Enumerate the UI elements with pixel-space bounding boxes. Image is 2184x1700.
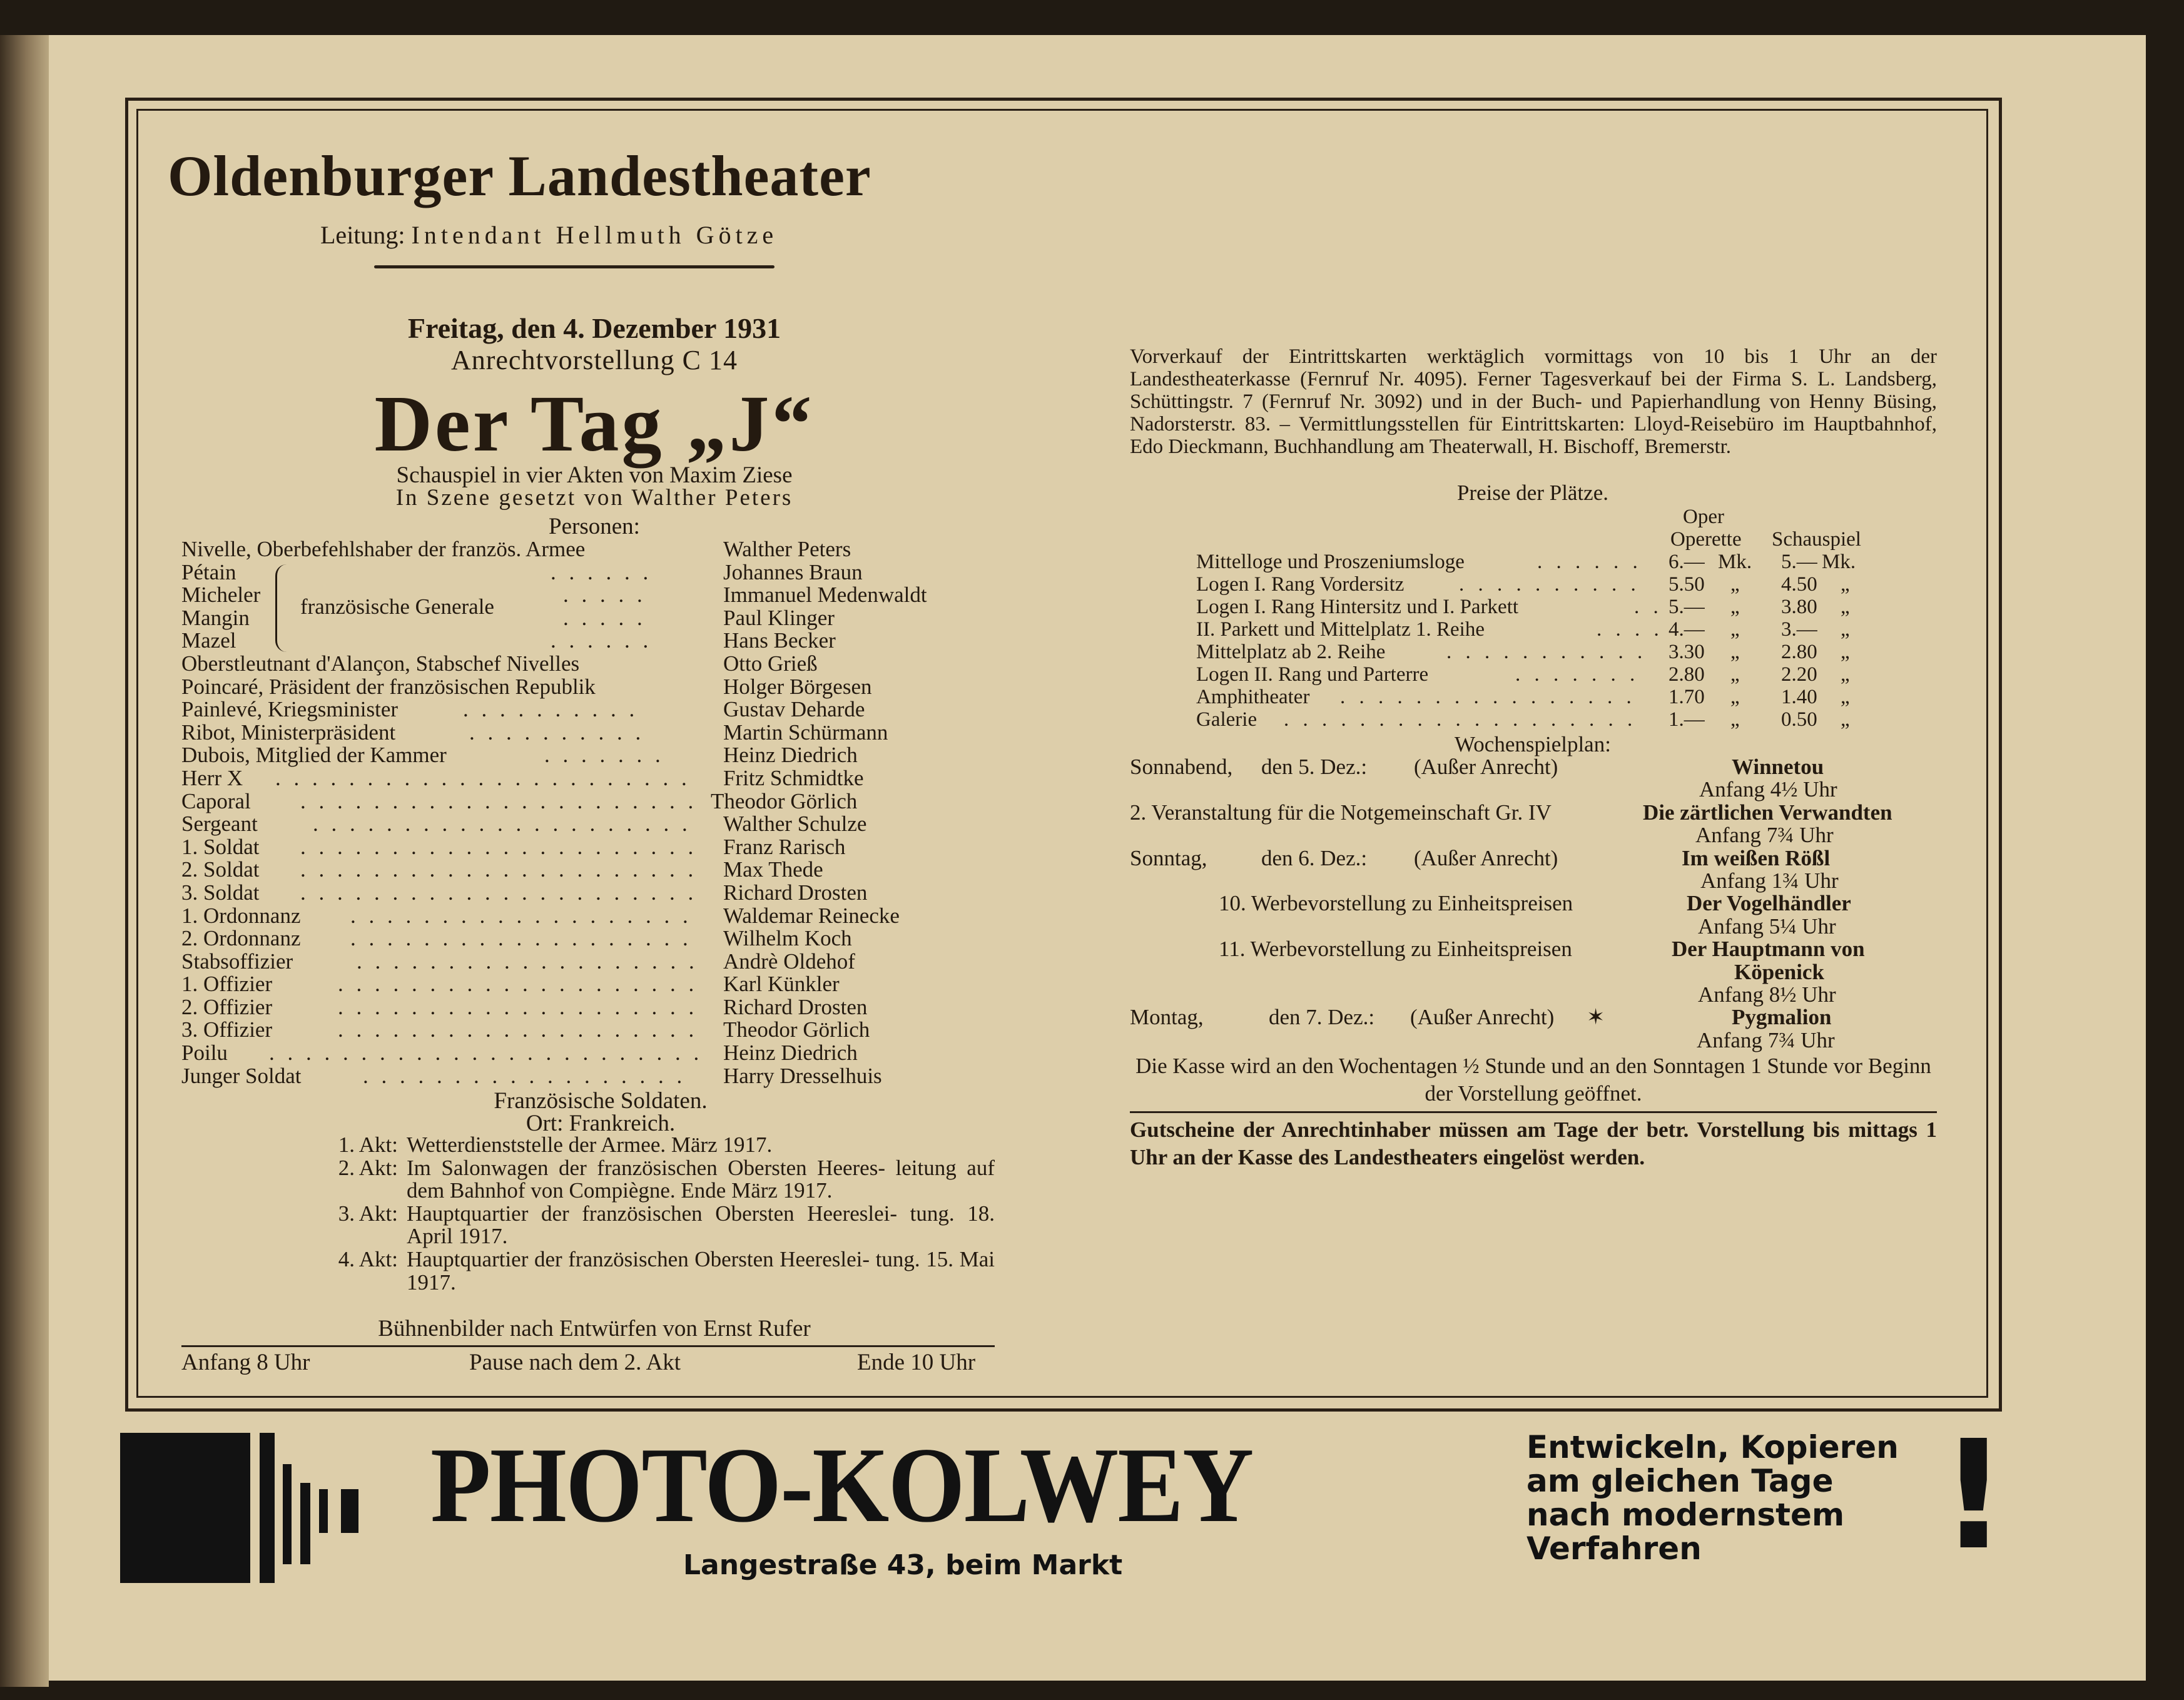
unit: „ <box>1841 618 1850 641</box>
unit: „ <box>1841 663 1850 686</box>
act-text: Hauptquartier der französischen Obersten Heereslei- tung. 15. Mai 1917. <box>407 1246 995 1295</box>
soldiers-note: Französische Soldaten. <box>494 1088 708 1114</box>
seat-category: Logen II. Rang und Parterre <box>1196 663 1429 686</box>
cast-actor: Theodor Görlich <box>723 1017 870 1042</box>
pause-info: Pause nach dem 2. Akt <box>469 1350 681 1375</box>
leader-dots: . . . . . . . . . . <box>463 697 639 722</box>
cast-role: 2. Offizier <box>181 994 273 1019</box>
leader-dots: . . . . . . . . . . . . . . . . . . . . . . <box>300 880 698 905</box>
generals-brace <box>275 564 291 652</box>
unit: Mk. <box>1822 551 1856 573</box>
cast-role: 3. Soldat <box>181 880 260 905</box>
cast-actor: Karl Künkler <box>723 972 840 997</box>
logo-bar <box>319 1489 328 1533</box>
leitung-label: Leitung: <box>320 221 405 249</box>
leader-dots: . . . . . . . . . . . . . . . . . . . . . . . . <box>269 1041 703 1066</box>
note: (Außer Anrecht) <box>1414 845 1558 870</box>
exclamation-mark: ! <box>1939 1408 2008 1583</box>
cast-actor: Gustav Deharde <box>723 697 865 722</box>
show-title: Winnetou <box>1732 755 1824 779</box>
cast-actor: Harry Dresselhuis <box>723 1063 882 1088</box>
week-row <box>1130 778 1937 801</box>
cast-role: Ribot, Ministerpräsident <box>181 720 396 745</box>
show-title: Die zärtlichen Verwandten <box>1643 800 1892 825</box>
cast-role: Mazel <box>181 628 236 653</box>
seat-category: II. Parkett und Mittelplatz 1. Reihe <box>1196 618 1485 641</box>
week-row <box>1130 984 1937 1006</box>
act-row <box>318 1248 995 1294</box>
leader-dots: . . . . . <box>563 583 646 608</box>
seat-category: Mittelplatz ab 2. Reihe <box>1196 641 1386 663</box>
start-time: Anfang 5¼ Uhr <box>1698 914 1836 939</box>
cast-row <box>181 996 995 1019</box>
theater-title: Oldenburger Landestheater <box>168 144 871 208</box>
cast-actor: Paul Klinger <box>723 605 835 630</box>
leader-dots: . . . . . . . . . . . <box>1446 641 1647 663</box>
leader-dots: . . . . . . . <box>1515 663 1640 686</box>
price-header-row <box>1196 528 1884 551</box>
leader-dots: . . . . . . . . . . . . . . . . . . . . . . <box>300 857 698 882</box>
price-row <box>1196 551 1884 573</box>
personen-heading: Personen: <box>549 514 640 539</box>
cast-role: Dubois, Mitglied der Kammer <box>181 743 447 768</box>
place-note: Ort: Frankreich. <box>526 1111 676 1136</box>
stage-direction: In Szene gesetzt von Walther Peters <box>395 485 793 511</box>
act-text: Hauptquartier der französischen Obersten Heereslei- tung. 18. April 1917. <box>407 1201 995 1249</box>
cast-role: 1. Soldat <box>181 834 260 859</box>
prices-heading: Preise der Plätze. <box>1457 481 1608 505</box>
note: (Außer Anrecht) <box>1410 1005 1555 1030</box>
leader-dots: . . . . . . . . . . . . . . . . . . . . <box>338 972 698 997</box>
cast-actor: Heinz Diedrich <box>723 743 858 768</box>
price-oper: 1.70 <box>1668 686 1705 708</box>
price-oper: 1.— <box>1668 708 1705 731</box>
note: 2. Veranstaltung für die Notgemeinschaft Gr. IV <box>1130 800 1552 825</box>
play-genre: Schauspiel in vier Akten von Maxim Ziese <box>396 462 793 488</box>
acts-list <box>318 1134 995 1294</box>
week-row <box>1130 824 1937 847</box>
leader-dots: . . . . . . . . . . . . . . . . . . . <box>350 926 692 951</box>
weekly-plan <box>1130 756 1937 1052</box>
leader-dots: . . . . . . . . . . . . . . . . . . . <box>1284 708 1637 731</box>
cast-row <box>181 927 995 950</box>
unit: „ <box>1841 708 1850 731</box>
cast-row <box>181 767 995 790</box>
price-schauspiel: 3.— <box>1781 618 1817 641</box>
show-title: Köpenick <box>1734 959 1824 984</box>
price-row <box>1196 596 1884 618</box>
act-label: 1. Akt: <box>338 1132 398 1157</box>
date: den 6. Dez.: <box>1261 845 1368 870</box>
shop-address: Langestraße 43, beim Markt <box>683 1549 1123 1581</box>
price-oper: 3.30 <box>1668 641 1705 663</box>
subscription-label: Anrechtvorstellung C 14 <box>450 345 738 375</box>
cast-role: 1. Ordonnanz <box>181 903 301 928</box>
unit: „ <box>1730 708 1740 731</box>
cast-role: Poilu <box>181 1041 228 1066</box>
intendant-name: Intendant Hellmuth Götze <box>411 221 778 249</box>
cast-row <box>181 629 995 653</box>
leader-dots: . . . . . . . . . . <box>1459 573 1640 596</box>
cast-role: 2. Soldat <box>181 857 260 882</box>
price-table <box>1196 506 1884 731</box>
cast-actor: Fritz Schmidtke <box>723 765 864 790</box>
cast-role: Junger Soldat <box>181 1063 302 1088</box>
cast-actor: Holger Börgesen <box>723 674 872 699</box>
seat-category: Galerie <box>1196 708 1257 731</box>
cast-actor: Walther Schulze <box>723 812 867 837</box>
cast-row <box>181 1042 995 1065</box>
week-row <box>1130 938 1937 960</box>
cast-actor: Franz Rarisch <box>723 834 846 859</box>
week-row <box>1130 892 1937 915</box>
start-time: Anfang 4½ Uhr <box>1699 777 1837 802</box>
cast-actor: Andrè Oldehof <box>723 949 855 974</box>
leader-dots: . . . . . . . . . . . . . . . . <box>1340 686 1636 708</box>
logo-block <box>120 1433 250 1583</box>
cast-row <box>181 721 995 745</box>
act-label: 2. Akt: <box>338 1155 398 1180</box>
slogan-line: Entwickeln, Kopieren <box>1526 1429 1899 1465</box>
slogan-line: Verfahren <box>1526 1530 1702 1567</box>
start-time: Anfang 8 Uhr <box>181 1350 310 1375</box>
cast-row <box>181 1019 995 1042</box>
cast-role: 2. Ordonnanz <box>181 926 301 951</box>
price-oper: 5.— <box>1668 596 1705 618</box>
cast-actor: Max Thede <box>723 857 823 882</box>
stage-design-credit: Bühnenbilder nach Entwürfen von Ernst Rufer <box>378 1316 811 1341</box>
act-text: Im Salonwagen der französischen Obersten Heeres- leitung auf dem Bahnhof von Compiègne. Ende März 1917. <box>407 1155 995 1203</box>
cast-role: Poincaré, Präsident der französischen Republik <box>181 674 596 699</box>
leader-dots: . . . . . <box>563 605 646 630</box>
leader-dots: . . . . . . . . . . . . . . . . . . . . . . <box>300 788 698 813</box>
vouchers-rule <box>1130 1111 1937 1113</box>
note: 11. Werbevorstellung zu Einheitspreisen <box>1219 937 1572 962</box>
week-row <box>1130 961 1937 984</box>
leader-dots: . . . . . . . . . . . . . . . . . . . . . . <box>300 834 698 859</box>
cast-actor: Heinz Diedrich <box>723 1041 858 1066</box>
leader-dots: . . . . . . . . . . . . . . . . . . . . . . . <box>275 765 691 790</box>
cast-actor: Martin Schürmann <box>723 720 888 745</box>
cast-role: Stabsoffizier <box>181 949 293 974</box>
price-row <box>1196 708 1884 731</box>
week-row <box>1130 847 1937 870</box>
unit: „ <box>1841 596 1850 618</box>
cast-row <box>181 950 995 974</box>
logo-bar <box>283 1464 292 1564</box>
cast-list <box>181 538 995 1087</box>
leader-dots: . . . . . . . . . . . . . . . . . . . . <box>338 994 698 1019</box>
price-oper: 5.50 <box>1668 573 1705 596</box>
note: 10. Werbevorstellung zu Einheitspreisen <box>1219 891 1573 916</box>
voucher-notice: Gutscheine der Anrechtinhaber müssen am Tage der betr. Vorstellung bis mittags 1 Uhr an der Kasse des Landestheaters eingelöst werden. <box>1130 1117 1937 1169</box>
price-oper: 6.— <box>1668 551 1705 573</box>
cast-row <box>181 561 995 584</box>
unit: „ <box>1730 573 1740 596</box>
price-row <box>1196 573 1884 596</box>
price-row <box>1196 641 1884 663</box>
note: (Außer Anrecht) <box>1414 755 1558 779</box>
start-time: Anfang 1¾ Uhr <box>1700 868 1839 893</box>
cast-actor: Wilhelm Koch <box>723 926 852 951</box>
show-title: Im weißen Rößl <box>1682 845 1831 870</box>
seat-category: Mittelloge und Proszeniumsloge <box>1196 551 1465 573</box>
act-row <box>318 1134 995 1157</box>
unit: „ <box>1730 686 1740 708</box>
presale-info: Vorverkauf der Eintrittskarten werktäglich vormittags von 10 bis 1 Uhr an der Landestheaterkasse (Fernruf Nr. 4095). Ferner Tagesverkauf bei der Firma S. L. Landsberg, Schüttingstr. 7 (Fernruf Nr. 3092) und in der Buch- und Papierhandlung von Henny Büsing, Nadorsterstr. 83. – Vermittlungsstellen für Eintrittskarten: Lloyd-Reisebüro im Hauptbahnhof, Edo Dieckmann, Buchhandlung am Theaterwall, H. Bischoff, Bremerstr. <box>1130 345 1937 458</box>
unit: „ <box>1730 663 1740 686</box>
leader-dots: . . . . . . <box>1537 551 1642 573</box>
cast-role: 1. Offizier <box>181 972 273 997</box>
price-oper: 4.— <box>1668 618 1705 641</box>
cast-role: Pétain <box>181 559 236 584</box>
leader-dots: . . . . . . . <box>544 743 664 768</box>
start-time: Anfang 7¾ Uhr <box>1695 823 1834 848</box>
logo-bar <box>260 1433 275 1583</box>
cast-role: Oberstleutnant d'Alançon, Stabschef Nivelles <box>181 651 580 676</box>
act-row <box>318 1203 995 1248</box>
leader-dots: . . . . . . . . . . . . . . . . . . . <box>350 903 692 928</box>
cast-row <box>181 790 995 813</box>
price-schauspiel: 2.20 <box>1781 663 1817 686</box>
book-binding <box>0 35 49 1687</box>
seat-category: Logen I. Rang Vordersitz <box>1196 573 1404 596</box>
col-oper: Oper <box>1683 506 1724 528</box>
unit: „ <box>1841 686 1850 708</box>
day: Montag, <box>1130 1005 1204 1030</box>
cast-row <box>181 858 995 882</box>
show-title: Pygmalion <box>1732 1005 1832 1030</box>
asterisk-icon: ✶ <box>1587 1005 1605 1030</box>
cast-role: Nivelle, Oberbefehlshaber der französ. Armee <box>181 537 586 561</box>
col-schauspiel: Schauspiel <box>1772 528 1861 551</box>
price-schauspiel: 0.50 <box>1781 708 1817 731</box>
price-schauspiel: 4.50 <box>1781 573 1817 596</box>
week-row <box>1130 1006 1937 1029</box>
cast-role: 3. Offizier <box>181 1017 273 1042</box>
cast-actor: Otto Grieß <box>723 651 818 676</box>
cast-row <box>181 744 995 767</box>
show-title: Der Vogelhändler <box>1687 891 1851 916</box>
cast-row <box>181 973 995 996</box>
logo-bar <box>341 1489 358 1533</box>
cast-role: Micheler <box>181 583 261 608</box>
cast-role: Mangin <box>181 605 250 630</box>
cast-role: Painlevé, Kriegsminister <box>181 697 399 722</box>
date: den 7. Dez.: <box>1269 1005 1375 1030</box>
cast-row <box>181 1065 995 1088</box>
act-label: 3. Akt: <box>338 1201 398 1226</box>
cast-role: Herr X <box>181 765 243 790</box>
cast-actor: Hans Becker <box>723 628 836 653</box>
cast-actor: Theodor Görlich <box>711 788 858 813</box>
cast-actor: Richard Drosten <box>723 880 868 905</box>
footer-rule <box>181 1345 995 1347</box>
end-time: Ende 10 Uhr <box>857 1350 976 1375</box>
price-row <box>1196 663 1884 686</box>
leader-dots: . . . . <box>1597 618 1663 641</box>
week-row <box>1130 870 1937 892</box>
play-title: Der Tag „J“ <box>374 379 815 468</box>
cast-row <box>181 653 995 676</box>
leader-dots: . . . . . . <box>551 559 653 584</box>
box-office-hours: Die Kasse wird an den Wochentagen ½ Stunde und an den Sonntagen 1 Stunde vor Beginn der Vorstellung geöffnet. <box>1135 1054 1931 1106</box>
day: Sonnabend, <box>1130 755 1233 779</box>
price-row <box>1196 618 1884 641</box>
cast-row <box>181 882 995 905</box>
leader-dots: . . . . . . . . . . . . . . . . . . . . . <box>313 812 691 837</box>
cast-row <box>181 813 995 836</box>
unit: „ <box>1730 596 1740 618</box>
price-schauspiel: 3.80 <box>1781 596 1817 618</box>
start-time: Anfang 8½ Uhr <box>1698 982 1836 1007</box>
act-text: Wetterdienststelle der Armee. März 1917. <box>407 1132 773 1157</box>
cast-row <box>181 538 995 561</box>
management-line <box>320 220 778 250</box>
generals-label: französische Generale <box>300 594 494 619</box>
slogan-line: nach modernstem <box>1526 1497 1845 1533</box>
show-title: Der Hauptmann von <box>1672 937 1865 962</box>
leader-dots: . . . . . . . . . . <box>469 720 645 745</box>
week-row <box>1130 756 1937 778</box>
unit: Mk. <box>1718 551 1752 573</box>
leader-dots: . . . . . . . . . . . . . . . . . . <box>363 1063 686 1088</box>
act-row <box>318 1157 995 1203</box>
unit: „ <box>1841 641 1850 663</box>
logo-bar <box>300 1483 310 1564</box>
week-row <box>1130 802 1937 824</box>
unit: „ <box>1730 641 1740 663</box>
cast-row <box>181 676 995 699</box>
cast-role: Caporal <box>181 788 251 813</box>
performance-date: Freitag, den 4. Dezember 1931 <box>407 312 781 344</box>
seat-category: Amphitheater <box>1196 686 1310 708</box>
cast-row <box>181 836 995 859</box>
seat-category: Logen I. Rang Hintersitz und I. Parkett <box>1196 596 1519 618</box>
price-schauspiel: 5.— <box>1781 551 1817 573</box>
cast-actor: Immanuel Medenwaldt <box>723 583 927 608</box>
cast-actor: Johannes Braun <box>723 559 863 584</box>
leader-dots: . . <box>1634 596 1663 618</box>
week-row <box>1130 915 1937 938</box>
date: den 5. Dez.: <box>1261 755 1368 779</box>
weekly-heading: Wochenspielplan: <box>1455 732 1611 756</box>
brand-name: PHOTO-KOLWEY <box>430 1426 1253 1545</box>
cast-actor: Richard Drosten <box>723 994 868 1019</box>
act-label: 4. Akt: <box>338 1246 398 1271</box>
cast-row <box>181 905 995 928</box>
cast-row <box>181 698 995 721</box>
header-rule <box>374 265 775 268</box>
cast-actor: Waldemar Reinecke <box>723 903 900 928</box>
price-schauspiel: 1.40 <box>1781 686 1817 708</box>
leader-dots: . . . . . . <box>551 628 653 653</box>
week-row <box>1130 1029 1937 1052</box>
price-header-row <box>1196 506 1884 528</box>
price-row <box>1196 686 1884 708</box>
price-schauspiel: 2.80 <box>1781 641 1817 663</box>
price-oper: 2.80 <box>1668 663 1705 686</box>
col-operette: Operette <box>1670 528 1742 551</box>
start-time: Anfang 7¾ Uhr <box>1697 1027 1835 1052</box>
unit: „ <box>1730 618 1740 641</box>
cast-actor: Walther Peters <box>723 537 851 561</box>
cast-role: Sergeant <box>181 812 258 837</box>
leader-dots: . . . . . . . . . . . . . . . . . . . <box>357 949 698 974</box>
leader-dots: . . . . . . . . . . . . . . . . . . . . <box>338 1017 698 1042</box>
slogan-line: am gleichen Tage <box>1526 1463 1834 1499</box>
day: Sonntag, <box>1130 845 1207 870</box>
unit: „ <box>1841 573 1850 596</box>
